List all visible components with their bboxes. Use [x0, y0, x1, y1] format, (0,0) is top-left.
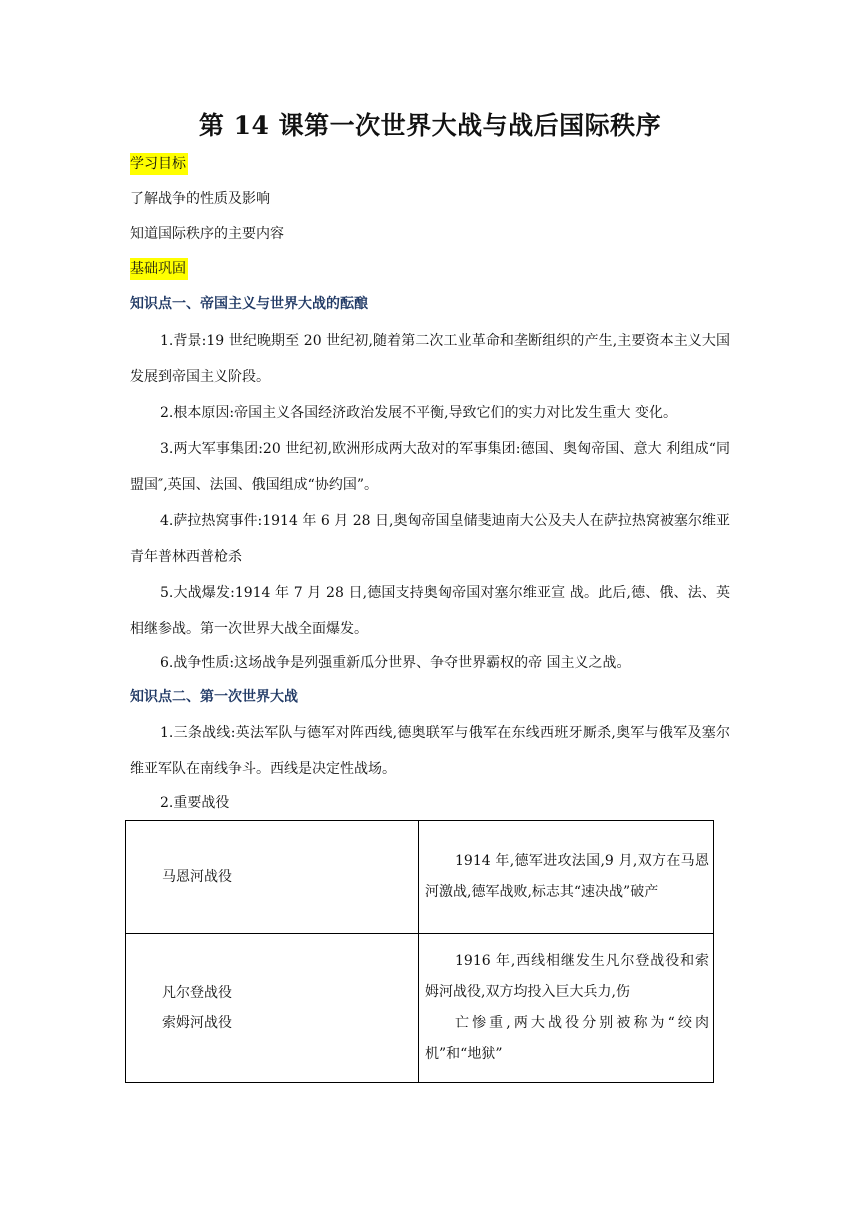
battle-desc: 1916 年,西线相继发生凡尔登战役和索姆河战役,双方均投入巨大兵力,伤 [425, 953, 709, 1000]
basics-label: 基础巩固 [130, 258, 188, 280]
section-heading: 知识点一、帝国主义与世界大战的酝酿 [130, 296, 368, 312]
knowledge-item: 4.萨拉热窝事件:1914 年 6 月 28 日,奥匈帝国皇储斐迪南大公及夫人在萨拉热窝被塞尔维亚青年普林西普枪杀 [130, 513, 730, 565]
goal-item: 知道国际秩序的主要内容 [130, 226, 284, 242]
battle-name: 索姆河战役 [162, 1015, 232, 1031]
battle-name: 马恩河战役 [162, 869, 232, 885]
battle-name: 凡尔登战役 [162, 985, 232, 1001]
battle-desc-cell [419, 821, 714, 934]
section-heading: 知识点二、第一次世界大战 [130, 689, 298, 705]
knowledge-item: 1.三条战线:英法军队与德军对阵西线,德奥联军与俄军在东线西班牙厮杀,奥军与俄军及塞尔维亚军队在南线争斗。西线是决定性战场。 [130, 725, 730, 777]
table-row [126, 934, 714, 1083]
knowledge-item: 5.大战爆发:1914 年 7 月 28 日,德国支持奥匈帝国对塞尔维亚宣 战。此后,德、俄、法、英相继参战。第一次世界大战全面爆发。 [130, 585, 730, 637]
knowledge-item: 2.根本原因:帝国主义各国经济政治发展不平衡,导致它们的实力对比发生重大 变化。 [160, 405, 677, 421]
knowledge-item: 2.重要战役 [160, 795, 230, 811]
battle-desc-cell [419, 934, 714, 1083]
goal-item: 了解战争的性质及影响 [130, 191, 270, 207]
battles-table [125, 820, 714, 1083]
knowledge-item: 6.战争性质:这场战争是列强重新瓜分世界、争夺世界霸权的帝 国主义之战。 [160, 655, 631, 671]
page-title: 第 14 课第一次世界大战与战后国际秩序 [198, 111, 662, 140]
battle-desc: 1914 年,德军进攻法国,9 月,双方在马恩河激战,德军战败,标志其“速决战”破产 [425, 853, 709, 900]
battle-name-cell [126, 821, 419, 934]
learning-goals-label: 学习目标 [130, 153, 188, 175]
table-row [126, 821, 714, 934]
knowledge-item: 3.两大军事集团:20 世纪初,欧洲形成两大敌对的军事集团:德国、奥匈帝国、意大 利组成“同盟国″,英国、法国、俄国组成“协约国”。 [130, 441, 730, 493]
battle-desc: 亡惨重,两大战役分别被称为“绞肉机”和“地狱” [425, 1015, 709, 1062]
battle-name-cell [126, 934, 419, 1083]
knowledge-item: 1.背景:19 世纪晚期至 20 世纪初,随着第二次工业革命和垄断组织的产生,主要资本主义大国发展到帝国主义阶段。 [130, 333, 730, 385]
